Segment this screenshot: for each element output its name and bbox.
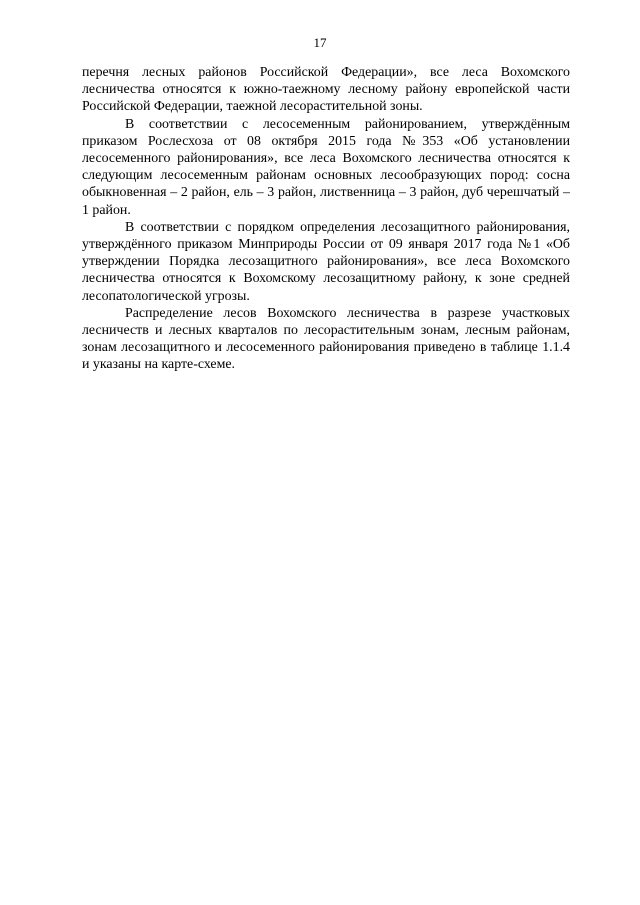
paragraph-forest-protection-zoning: В соответствии с порядком определения лесозащитного районирования, утверждённого приказом Минприроды России от 09 января 2017 года №1 «Об утверждении Порядка лесозащитного районирования», все леса Вохомского лесничества относятся к Вохомскому лесозащитному району, к зоне средней лесопатологической угрозы. [82,219,570,304]
paragraph-seed-zoning: В соответствии с лесосеменным районированием, утверждённым приказом Рослесхоза от 08 октября 2015 года №353 «Об установлении лесосеменного районирования», все леса Вохомского лесничества относятся к следующим лесосеменным районам основных лесообразующих пород: сосна обыкновенная – 2 район, ель – 3 район, лиственница – 3 район, дуб черешчатый – 1 район. [82,116,570,218]
paragraph-continuation: перечня лесных районов Российской Федерации», все леса Вохомского лесничества относятся к южно-таежному лесному району европейской части Российской Федерации, таежной лесорастительной зоны. [82,65,570,115]
paragraph-forest-distribution: Распределение лесов Вохомского лесничества в разрезе участковых лесничеств и лесных кварталов по лесорастительным зонам, лесным районам, зонам лесозащитного и лесосеменного районирования приведено в таблице 1.1.4 и указаны на карте-схеме. [82,305,570,373]
page-number: 17 [313,35,327,50]
document-body [82,64,570,374]
